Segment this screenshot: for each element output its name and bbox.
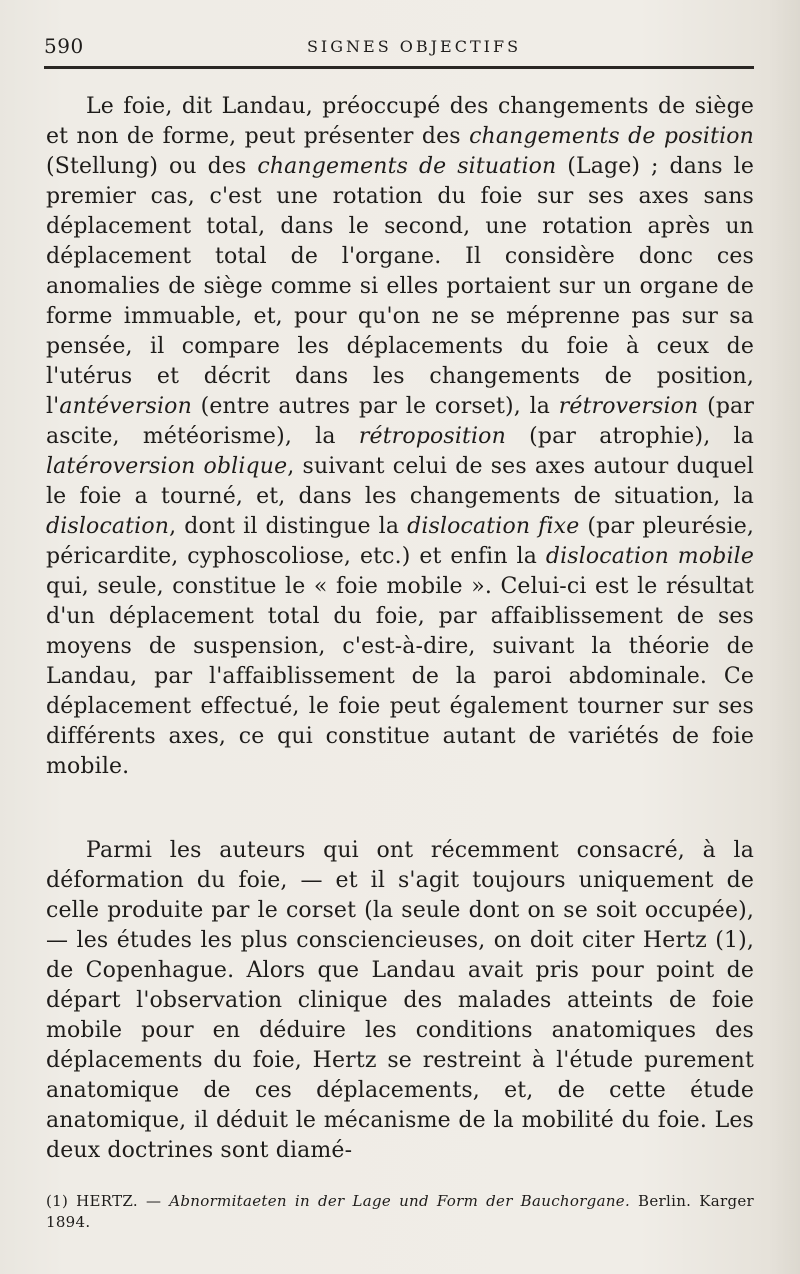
text-run: (par atrophie), la <box>505 424 755 449</box>
text-run: (Stellung) ou des <box>46 154 258 179</box>
footnote-line <box>46 1191 754 1233</box>
italic-term: dislocation mobile <box>545 544 754 569</box>
footnote <box>46 1191 754 1233</box>
header-rule <box>44 66 754 69</box>
italic-term: rétroposition <box>358 424 506 449</box>
footnote-marker: (1) <box>46 1192 77 1210</box>
body-text <box>46 92 754 1166</box>
italic-term: dislocation fixe <box>407 514 580 539</box>
page-number: 590 <box>44 34 84 58</box>
running-head: SIGNES OBJECTIFS <box>306 37 522 56</box>
italic-term: dislocation <box>46 514 170 539</box>
text-run: , suivant celui de ses axes autour duquel le foie a tourné, et, dans les changements de situation, la <box>46 454 754 509</box>
text-run: (par ascite, météorisme), la <box>46 394 754 449</box>
text-run: (par pleurésie, péricardite, cyphoscoliose, etc.) et enfin la <box>46 514 755 569</box>
page-header <box>44 30 754 60</box>
italic-term: changements de situation <box>257 154 557 179</box>
italic-term: changements de position <box>469 124 755 149</box>
italic-term: latéroversion oblique <box>46 454 288 479</box>
text-run: (Lage) ; dans le premier cas, c'est une rotation du foie sur ses axes sans déplacement total, dans le second, une rotation après un déplacement total de l'organe. Il considère donc ces anomalies de siège comme si elles portaient sur un organe de forme immuable, et, pour qu'on ne se méprenne pas sur sa pensée, il compare les déplacements du foie à ceux de l'utérus et décrit dans les changements de position, l' <box>46 154 754 419</box>
italic-term: rétroversion <box>558 394 699 419</box>
text-run: , dont il distingue la <box>169 514 408 539</box>
footnote-publication: Berlin. Karger 1894. <box>46 1192 754 1231</box>
italic-term: antéversion <box>59 394 192 419</box>
text-run: (entre autres par le corset), la <box>191 394 559 419</box>
footnote-dash: — <box>137 1192 170 1210</box>
footnote-title: Abnormitaeten in der Lage und Form der Bauchorgane. <box>169 1192 631 1210</box>
text-run: Le foie, dit Landau, préoccupé des changements de siège et non de forme, peut présenter des <box>46 94 754 149</box>
text-run: Parmi les auteurs qui ont récemment consacré, à la déformation du foie, — et il s'agit toujours uniquement de celle produite par le corset (la seule dont on se soit occupée), — les études les plus consciencieuses, on doit citer Hertz (1), de Copenhague. Alors que Landau avait pris pour point de départ l'observation clinique des malades atteints de foie mobile pour en déduire les conditions anatomiques des déplacements du foie, Hertz se restreint à l'étude purement anatomique de ces déplacements, et, de cette étude anatomique, il déduit le mécanisme de la mobilité du foie. Les deux doctrines sont diamé- <box>46 838 754 1163</box>
paragraph <box>46 836 754 1166</box>
footnote-author: HERTZ. <box>76 1192 138 1210</box>
paragraph <box>46 92 754 782</box>
text-run: qui, seule, constitue le « foie mobile ». Celui-ci est le résultat d'un déplacement total du foie, par affaiblissement de ses moyens de suspension, c'est-à-dire, suivant la théorie de Landau, par l'affaiblissement de la paroi abdominale. Ce déplacement effectué, le foie peut également tourner sur ses différents axes, ce qui constitue autant de variétés de foie mobile. <box>46 574 754 779</box>
